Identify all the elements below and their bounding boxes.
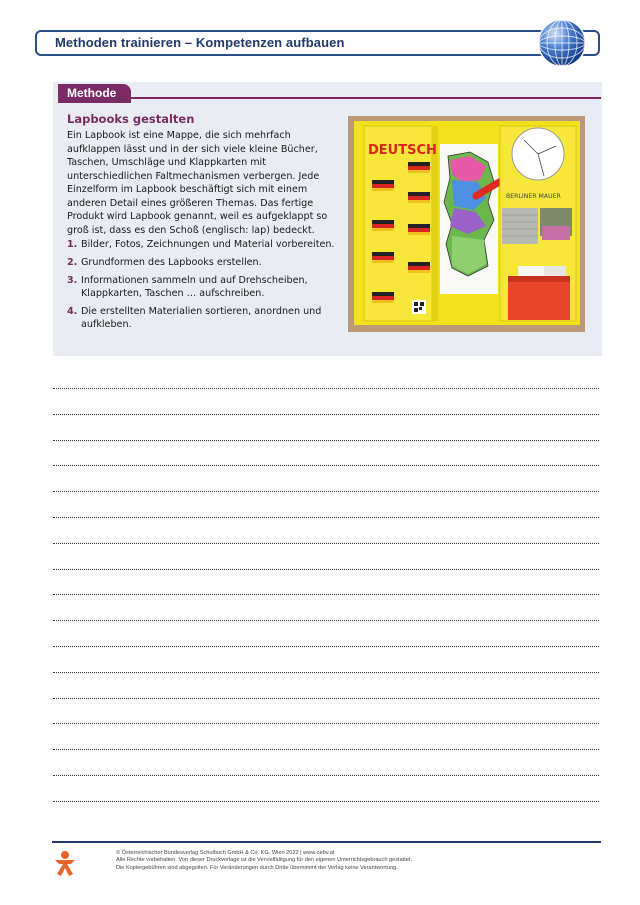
globe-icon: [537, 18, 587, 68]
step-text: Informationen sammeln und auf Drehscheiben, Klappkarten, Taschen … aufschreiben.: [81, 275, 308, 299]
writing-line[interactable]: [53, 465, 599, 466]
method-steps: [67, 238, 352, 336]
writing-line[interactable]: [53, 491, 599, 492]
writing-line[interactable]: [53, 440, 599, 441]
step-item: [67, 256, 352, 269]
footer-line-2: Alle Rechte vorbehalten. Von dieser Druckvorlage ist die Vervielfältigung für den eigenen Unterrichtsgebrauch gestattet.: [116, 857, 413, 864]
step-number: 2.: [67, 257, 78, 268]
writing-line[interactable]: [53, 569, 599, 570]
lapbook-photo: [348, 116, 585, 332]
writing-line[interactable]: [53, 672, 599, 673]
writing-line[interactable]: [53, 620, 599, 621]
writing-line[interactable]: [53, 543, 599, 544]
step-text: Die erstellten Materialien sortieren, anordnen und aufkleben.: [81, 306, 322, 330]
step-item: [67, 238, 352, 251]
writing-line[interactable]: [53, 723, 599, 724]
footer-line-1: © Österreichischer Bundesverlag Schulbuch GmbH & Co. KG, Wien 2022 | www.oebv.at: [116, 850, 335, 856]
writing-line[interactable]: [53, 801, 599, 802]
step-text: Grundformen des Lapbooks erstellen.: [81, 257, 262, 268]
writing-line[interactable]: [53, 388, 599, 389]
step-number: 3.: [67, 275, 78, 286]
step-number: 4.: [67, 306, 78, 317]
photo-wall-label: BERLINER MAUER: [506, 193, 561, 200]
writing-line[interactable]: [53, 414, 599, 415]
method-intro: Ein Lapbook ist eine Mappe, die sich mehrfach aufklappen lässt und in der sich viele kleine Bücher, Taschen, Umschläge und Klappkarten mit unterschiedlichen Faltmechanismen verbergen. Jede Einzelform im Lapbook beschäftigt sich mit einem anderen Detail eines größeren Themas. Das fertige Produkt wird Lapbook genannt, weil es aufgeklappt so groß ist, dass es den Schoß (englisch: lap) bedeckt.: [67, 130, 328, 236]
step-text: Bilder, Fotos, Zeichnungen und Material vorbereiten.: [81, 239, 335, 250]
method-tab: Methode: [58, 84, 131, 103]
writing-line[interactable]: [53, 594, 599, 595]
step-item: [67, 305, 352, 331]
writing-line[interactable]: [53, 775, 599, 776]
step-number: 1.: [67, 239, 78, 250]
method-title: Lapbooks gestalten: [67, 112, 195, 126]
writing-line[interactable]: [53, 698, 599, 699]
photo-lettering: DEUTSCH: [368, 143, 437, 158]
writing-line[interactable]: [53, 749, 599, 750]
writing-line[interactable]: [53, 646, 599, 647]
header-bar: [35, 30, 600, 56]
step-item: [67, 274, 352, 300]
method-rule: [131, 97, 601, 99]
footer-copyright: [116, 850, 556, 872]
page-title: Methoden trainieren – Kompetenzen aufbauen: [55, 35, 345, 50]
footer-rule: [52, 841, 601, 843]
writing-line[interactable]: [53, 517, 599, 518]
footer-line-3: Die Kopiergebühren sind abgegolten. Für Veränderungen durch Dritte übernimmt der Verlag keine Verantwortung.: [116, 864, 398, 871]
oebv-logo-icon: [52, 850, 78, 877]
